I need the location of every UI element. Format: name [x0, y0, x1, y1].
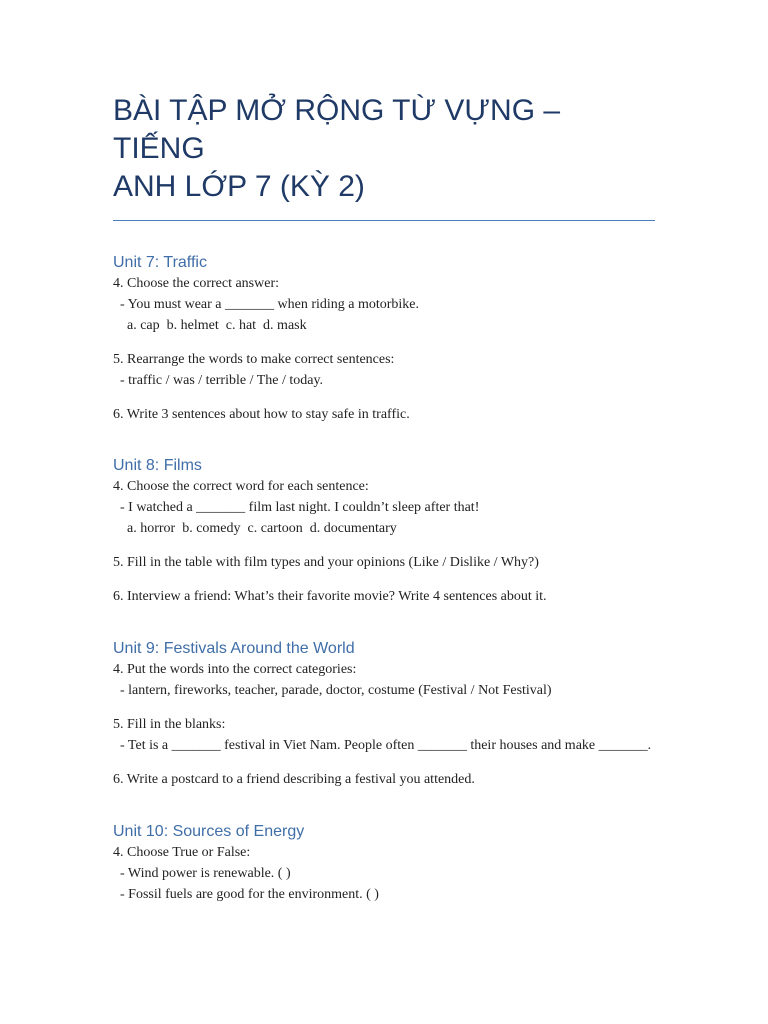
question-prompt: 5. Fill in the table with film types and your opinions (Like / Dislike / Why?): [113, 555, 539, 570]
unit-heading: Unit 10: Sources of Energy: [113, 823, 305, 840]
question-item: - lantern, fireworks, teacher, parade, doctor, costume (Festival / Not Festival): [113, 683, 552, 698]
unit-heading: Unit 8: Films: [113, 457, 202, 474]
title-line-2: ANH LỚP 7 (KỲ 2): [113, 170, 365, 203]
answer-options: a. horror b. comedy c. cartoon d. documentary: [113, 521, 397, 536]
unit-8-section: [113, 456, 658, 607]
question-item: - Fossil fuels are good for the environment. ( ): [113, 887, 379, 902]
unit-7-section: [113, 253, 658, 425]
unit-9-section: [113, 639, 658, 790]
question-prompt: 6. Interview a friend: What’s their favorite movie? Write 4 sentences about it.: [113, 589, 547, 604]
question-prompt: 4. Put the words into the correct categories:: [113, 662, 357, 677]
question-item: - Tet is a _______ festival in Viet Nam. People often _______ their houses and make _______.: [113, 738, 652, 753]
question-prompt: 4. Choose the correct word for each sentence:: [113, 479, 369, 494]
answer-options: a. cap b. helmet c. hat d. mask: [113, 318, 307, 333]
question-prompt: 6. Write 3 sentences about how to stay safe in traffic.: [113, 407, 410, 422]
question-prompt: 4. Choose the correct answer:: [113, 276, 279, 291]
question-item: - Wind power is renewable. ( ): [113, 866, 291, 881]
question-item: - I watched a _______ film last night. I couldn’t sleep after that!: [113, 500, 480, 515]
document-title: [113, 92, 658, 206]
unit-heading: Unit 7: Traffic: [113, 254, 207, 271]
question-prompt: 6. Write a postcard to a friend describing a festival you attended.: [113, 772, 475, 787]
unit-heading: Unit 9: Festivals Around the World: [113, 640, 355, 657]
question-prompt: 5. Rearrange the words to make correct sentences:: [113, 352, 395, 367]
question-prompt: 5. Fill in the blanks:: [113, 717, 226, 732]
document-page: [113, 92, 658, 905]
unit-10-section: [113, 822, 658, 905]
question-item: - You must wear a _______ when riding a motorbike.: [113, 297, 420, 312]
title-line-1: BÀI TẬP MỞ RỘNG TỪ VỰNG – TIẾNG: [113, 94, 561, 165]
question-prompt: 4. Choose True or False:: [113, 845, 251, 860]
question-item: - traffic / was / terrible / The / today.: [113, 373, 324, 388]
title-underline: [113, 220, 655, 221]
